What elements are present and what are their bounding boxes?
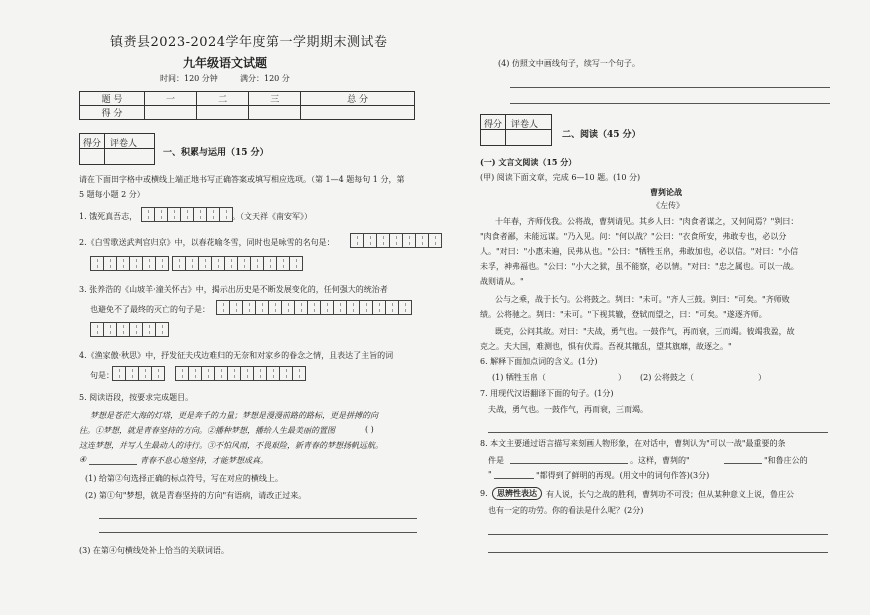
grader-score-label: 得分 bbox=[83, 139, 102, 149]
q8-blank3[interactable] bbox=[494, 478, 534, 479]
q5-sub2-answer-line1[interactable] bbox=[99, 518, 417, 519]
q5-sub2-answer-line2[interactable] bbox=[99, 532, 417, 533]
score-cell-3[interactable] bbox=[249, 106, 301, 120]
score-table-col-total: 总 分 bbox=[301, 92, 415, 106]
score-table-row-label: 得 分 bbox=[80, 106, 145, 120]
q6-sub2-close[interactable]: ） bbox=[758, 373, 766, 382]
q4-answer-grid-a[interactable] bbox=[112, 366, 165, 381]
score-table-col-label: 题 号 bbox=[80, 92, 145, 106]
q8-line2-start: 件是 bbox=[488, 456, 504, 465]
q5-sub3: (3) 在第④句横线处补上恰当的关联词语。 bbox=[79, 546, 229, 555]
q3-text-line2: 也避免不了最终的灭亡的句子是： bbox=[90, 305, 210, 314]
passage-line3: 人。"对曰："小惠未遍，民弗从也。"公曰："牺牲玉帛，弗敢加也，必以信。"对曰："小信 bbox=[480, 247, 799, 256]
q6-sub2: (2) 公将鼓之（ bbox=[640, 373, 694, 382]
passage-line9: 克之。夫大国，难测也，惧有伏焉。吾视其辙乱，望其旗靡，故逐之。" bbox=[480, 342, 732, 351]
q8-blank2[interactable] bbox=[724, 463, 762, 464]
q5-paragraph-line4-end: 青春不息心地坚持，才能梦想成真。 bbox=[140, 456, 268, 465]
q8-blank1[interactable] bbox=[510, 463, 628, 464]
q2-answer-grid-b[interactable] bbox=[90, 256, 169, 271]
q7-sentence: 夫战，勇气也。一鼓作气，再而衰，三而竭。 bbox=[488, 405, 648, 414]
passage-line5: 战则请从。" bbox=[480, 277, 524, 286]
q2-text: 2.《白雪歌送武判官归京》中，以春花喻冬雪，同时也是咏雪的名句是： bbox=[79, 238, 335, 247]
score-info: 满分：120 分 bbox=[240, 74, 290, 83]
score-cell-total[interactable] bbox=[301, 106, 415, 120]
q5-sub2: (2) 第①句"梦想，就是青春坚持的方向"有语病，请改正过来。 bbox=[85, 491, 307, 500]
q9-line2: 也有一定的功劳。你的看法是什么呢？(2分) bbox=[488, 506, 644, 515]
q5-paragraph-blank[interactable]: ( ) bbox=[365, 425, 374, 434]
q4-label: 句是： bbox=[90, 371, 114, 380]
passage-title: 曹刿论战 bbox=[650, 187, 682, 197]
q6-sub1-close[interactable]: ） bbox=[618, 373, 626, 382]
q5-paragraph-line1: 梦想是苍茫大海的灯塔，更是奔千的力量；梦想是漫漫前路的路标，更是拼搏的向 bbox=[90, 411, 378, 420]
q5-sub4-answer-line1[interactable] bbox=[510, 87, 830, 88]
q1-suffix: 。（文天祥《南安军》） bbox=[232, 212, 312, 221]
passage-source: 《左传》 bbox=[652, 201, 684, 210]
time-info: 时间：120 分钟 bbox=[160, 74, 218, 83]
q6-text: 6. 解释下面加点词的含义。(1分) bbox=[480, 357, 598, 366]
q8-line2-end: "和鲁庄公的 bbox=[764, 456, 808, 465]
score-table bbox=[79, 91, 415, 120]
passage-line4: 未孚，神弗福也。"公曰："小大之狱，虽不能察，必以情。"对曰："忠之属也。可以一战。 bbox=[480, 262, 799, 271]
score-table-col-3: 三 bbox=[249, 92, 301, 106]
q1-answer-grid[interactable] bbox=[141, 207, 233, 222]
q2-answer-grid-a[interactable] bbox=[350, 233, 442, 248]
q5-paragraph-line2: 往。①梦想，就是青春坚持的方向。②播种梦想，播给人生最美丽的置图 bbox=[79, 426, 335, 435]
q5-paragraph-blank-line[interactable] bbox=[89, 464, 137, 465]
passage-line7: 绩。公将驰之。刿曰："未可。"下视其辙，登轼而望之，曰："可矣。"遂逐齐师。 bbox=[480, 310, 767, 319]
instruction-line2: 5 题每小题 2 分） bbox=[79, 190, 145, 199]
grader-box-section2 bbox=[480, 114, 552, 146]
score-cell-1[interactable] bbox=[145, 106, 197, 120]
q9-number: 9. bbox=[480, 489, 488, 498]
subsection1-instruction: (甲) 阅读下面文章，完成 6—10 题。(10 分) bbox=[480, 173, 641, 182]
grader-box-section1 bbox=[79, 133, 155, 165]
q8-line3-end: "都得到了鲜明的再现。(用文中的词句作答)(3分) bbox=[536, 471, 710, 480]
q3-answer-grid-a[interactable] bbox=[216, 300, 412, 315]
section1-title: 一、积累与运用（15 分） bbox=[163, 148, 269, 158]
subsection1-title: (一) 文言文阅读（15 分） bbox=[480, 157, 577, 167]
grader-reviewer-label: 评卷人 bbox=[511, 120, 539, 130]
passage-line2: "肉食者鄙，未能远谋。"乃入见。问："何以战？"公曰："衣食所安，弗敢专也，必以分 bbox=[480, 232, 787, 241]
score-cell-2[interactable] bbox=[197, 106, 249, 120]
q2-answer-grid-c[interactable] bbox=[172, 256, 303, 271]
q9-answer-line1[interactable] bbox=[488, 534, 828, 535]
q5-paragraph-line3: 这连梦想，并写人生最动人的诗行。③不怕风雨，不畏艰险，新青春的梦想扬帆远航。 bbox=[79, 441, 383, 450]
score-table-col-2: 二 bbox=[197, 92, 249, 106]
q9-answer-line2[interactable] bbox=[488, 552, 828, 553]
q5-sub4-answer-line2[interactable] bbox=[510, 103, 830, 104]
q3-answer-grid-b[interactable] bbox=[90, 322, 169, 337]
q5-sub1: (1) 给第②句选择正确的标点符号，写在对应的横线上。 bbox=[85, 474, 283, 483]
q6-sub1: (1) 牺牲玉帛（ bbox=[492, 373, 546, 382]
passage-line6: 公与之乘，战于长勺。公将鼓之。刿曰："未可。"齐人三鼓。刿曰："可矣。"齐师败 bbox=[495, 295, 790, 304]
q8-line2-mid: 。这样，曹刿的" bbox=[630, 456, 690, 465]
right-page bbox=[440, 0, 870, 615]
score-table-col-1: 一 bbox=[145, 92, 197, 106]
q7-answer-line[interactable] bbox=[488, 432, 828, 433]
exam-title: 镇赉县2023-2024学年度第一学期期末测试卷 bbox=[110, 35, 388, 50]
grader-reviewer-label: 评卷人 bbox=[110, 139, 138, 149]
q1-prefix: 1. 饿死真吾志， bbox=[79, 212, 138, 221]
passage-line1: 十年春，齐师伐我。公将战，曹刿请见。其乡人曰："肉食者谋之，又何间焉？"刿曰： bbox=[495, 217, 799, 226]
q9-badge: 思辨性表达 bbox=[492, 487, 542, 500]
instruction-line1: 请在下面田字格中或横线上端正地书写正确答案或填写相应选项。（第 1—4 题每句 1 分，第 bbox=[79, 175, 405, 184]
section2-title: 二、阅读（45 分） bbox=[562, 130, 641, 140]
paper-title: 九年级语文试题 bbox=[183, 56, 268, 70]
q8-line3-start: " bbox=[488, 470, 492, 479]
q4-answer-grid-b[interactable] bbox=[175, 366, 306, 381]
q7-text: 7. 用现代汉语翻译下面的句子。(1分) bbox=[480, 389, 614, 398]
passage-line8: 既克，公问其故。对曰："夫战，勇气也。一鼓作气，再而衰，三而竭。彼竭我盈，故 bbox=[495, 327, 795, 336]
q4-text: 4.《渔家傲·秋思》中，抒发征夫戌边难归的无奈和对家乡的眷念之情，且表达了主旨的词 bbox=[79, 351, 394, 360]
q5-text: 5. 阅读语段，按要求完成题目。 bbox=[79, 393, 194, 402]
q5-sub4: (4) 仿照文中画线句子，续写一个句子。 bbox=[498, 59, 640, 68]
q5-paragraph-line4-start: ④ bbox=[79, 455, 87, 464]
q3-text-line1: 3. 张养浩的《山坡羊·潼关怀古》中，揭示出历史是不断发展变化的，任何强大的统治者 bbox=[79, 285, 388, 294]
q9-line1: 有人说，长勺之战的胜利，曹刿功不可没；但从某种意义上说，鲁庄公 bbox=[546, 490, 794, 499]
grader-score-label: 得分 bbox=[484, 120, 503, 130]
q8-line1: 8. 本文主要通过语言描写来刻画人物形象，在对话中，曹刿认为"可以一战"最重要的条 bbox=[480, 439, 786, 448]
